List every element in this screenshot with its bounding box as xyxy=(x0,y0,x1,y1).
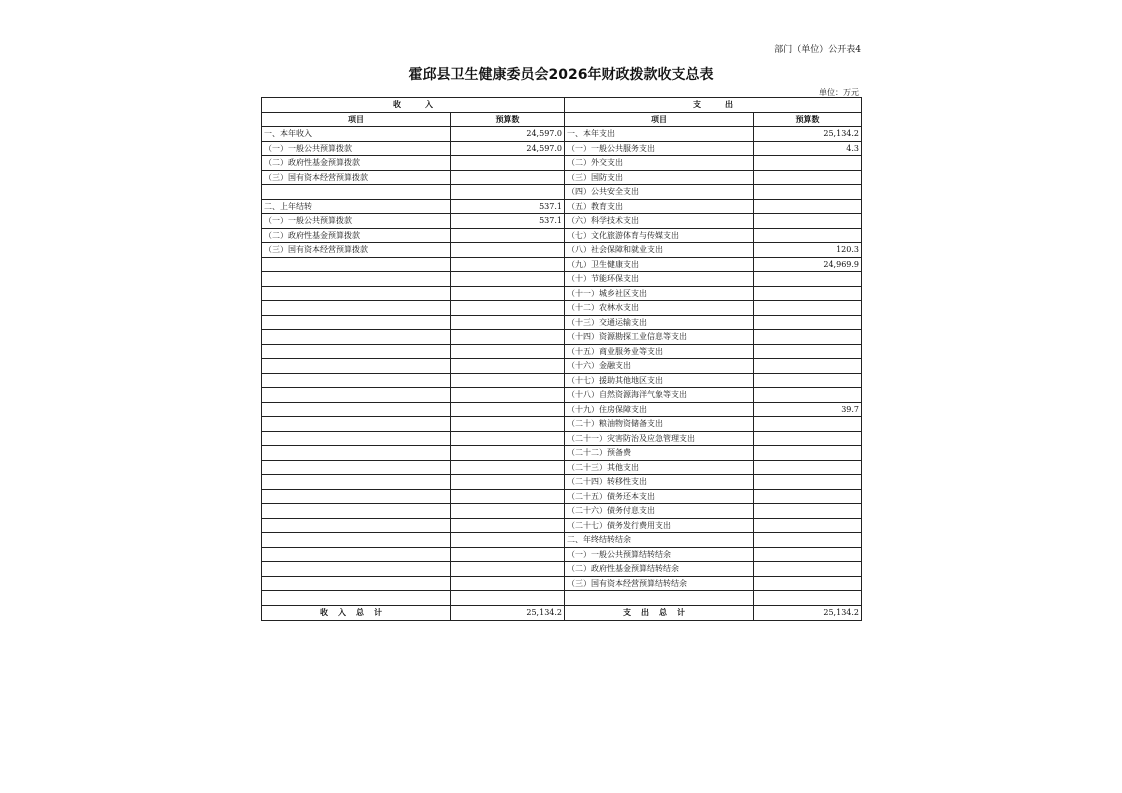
income-value-cell xyxy=(451,330,565,345)
expense-item-cell: （三）国有资本经营预算结转结余 xyxy=(565,576,754,591)
income-item-cell: （一）一般公共预算拨款 xyxy=(262,214,451,229)
table-row xyxy=(262,417,862,432)
income-value-cell: 24,597.0 xyxy=(451,141,565,156)
income-item-cell xyxy=(262,591,451,606)
table-row xyxy=(262,562,862,577)
income-value-cell xyxy=(451,402,565,417)
expense-value-cell: 120.3 xyxy=(754,243,862,258)
income-item-cell xyxy=(262,301,451,316)
table-row xyxy=(262,591,862,606)
expense-value-cell xyxy=(754,431,862,446)
income-item-cell xyxy=(262,373,451,388)
expense-value-cell xyxy=(754,460,862,475)
document-code: 部门（单位）公开表4 xyxy=(774,45,861,55)
expense-value-cell xyxy=(754,547,862,562)
table-row xyxy=(262,286,862,301)
expense-value-cell xyxy=(754,156,862,171)
expense-item-cell: （八）社会保障和就业支出 xyxy=(565,243,754,258)
income-item-cell xyxy=(262,272,451,287)
total-row xyxy=(262,605,862,620)
income-value-cell: 537.1 xyxy=(451,199,565,214)
table-row xyxy=(262,214,862,229)
expense-item-cell: （十六）金融支出 xyxy=(565,359,754,374)
income-budget-header: 预算数 xyxy=(451,112,565,127)
income-item-cell: （二）政府性基金预算拨款 xyxy=(262,156,451,171)
table-row xyxy=(262,330,862,345)
expense-item-cell: （二十七）债务发行费用支出 xyxy=(565,518,754,533)
expense-item-cell: （二十一）灾害防治及应急管理支出 xyxy=(565,431,754,446)
expense-item-cell: （十二）农林水支出 xyxy=(565,301,754,316)
expense-item-cell: （十）节能环保支出 xyxy=(565,272,754,287)
income-value-cell xyxy=(451,301,565,316)
table-row xyxy=(262,141,862,156)
column-header-row xyxy=(262,112,862,127)
income-item-cell: （三）国有资本经营预算拨款 xyxy=(262,243,451,258)
expense-value-cell: 25,134.2 xyxy=(754,127,862,142)
income-value-cell xyxy=(451,475,565,490)
table-row xyxy=(262,185,862,200)
expense-item-cell: （二）外交支出 xyxy=(565,156,754,171)
table-row xyxy=(262,388,862,403)
table-row xyxy=(262,402,862,417)
table-row xyxy=(262,518,862,533)
expense-value-cell xyxy=(754,228,862,243)
income-item-cell xyxy=(262,533,451,548)
income-value-cell xyxy=(451,373,565,388)
expense-item-cell: （二十五）债务还本支出 xyxy=(565,489,754,504)
expense-value-cell xyxy=(754,301,862,316)
income-item-cell xyxy=(262,388,451,403)
table-row xyxy=(262,460,862,475)
expense-item-cell: （六）科学技术支出 xyxy=(565,214,754,229)
page-title: 霍邱县卫生健康委员会2026年财政拨款收支总表 xyxy=(408,67,714,83)
income-value-cell xyxy=(451,547,565,562)
expense-item-cell: （十八）自然资源海洋气象等支出 xyxy=(565,388,754,403)
expense-value-cell xyxy=(754,489,862,504)
expense-value-cell: 39.7 xyxy=(754,402,862,417)
income-item-cell xyxy=(262,417,451,432)
expense-value-cell xyxy=(754,170,862,185)
table-row xyxy=(262,489,862,504)
expense-value-cell xyxy=(754,214,862,229)
expense-value-cell xyxy=(754,475,862,490)
table-row xyxy=(262,315,862,330)
income-item-cell xyxy=(262,286,451,301)
table-row xyxy=(262,373,862,388)
expense-value-cell xyxy=(754,185,862,200)
table-row xyxy=(262,272,862,287)
income-value-cell xyxy=(451,562,565,577)
income-value-cell xyxy=(451,344,565,359)
expense-value-cell xyxy=(754,359,862,374)
expense-item-cell: （九）卫生健康支出 xyxy=(565,257,754,272)
income-item-cell: 一、本年收入 xyxy=(262,127,451,142)
expense-item-cell: （一）一般公共服务支出 xyxy=(565,141,754,156)
income-value-cell: 537.1 xyxy=(451,214,565,229)
income-value-cell xyxy=(451,272,565,287)
income-item-cell xyxy=(262,402,451,417)
income-value-cell xyxy=(451,286,565,301)
income-value-cell xyxy=(451,185,565,200)
expense-item-cell: （二）政府性基金预算结转结余 xyxy=(565,562,754,577)
expense-item-cell: （二十二）预备费 xyxy=(565,446,754,461)
expense-total-value: 25,134.2 xyxy=(754,605,862,620)
table-row xyxy=(262,170,862,185)
expense-item-cell: （十一）城乡社区支出 xyxy=(565,286,754,301)
income-value-cell xyxy=(451,504,565,519)
expense-item-cell: （四）公共安全支出 xyxy=(565,185,754,200)
income-item-cell xyxy=(262,185,451,200)
expense-value-cell xyxy=(754,591,862,606)
expense-value-cell xyxy=(754,373,862,388)
income-value-cell xyxy=(451,156,565,171)
expense-value-cell xyxy=(754,504,862,519)
expense-value-cell xyxy=(754,518,862,533)
income-value-cell xyxy=(451,489,565,504)
expense-value-cell: 24,969.9 xyxy=(754,257,862,272)
income-value-cell xyxy=(451,170,565,185)
income-value-cell xyxy=(451,518,565,533)
income-item-cell xyxy=(262,518,451,533)
table-row xyxy=(262,547,862,562)
income-item-cell xyxy=(262,359,451,374)
expense-value-cell xyxy=(754,286,862,301)
income-value-cell xyxy=(451,243,565,258)
expense-item-cell: 一、本年支出 xyxy=(565,127,754,142)
income-item-cell xyxy=(262,257,451,272)
income-value-cell xyxy=(451,460,565,475)
expense-item-cell: （五）教育支出 xyxy=(565,199,754,214)
income-item-cell xyxy=(262,431,451,446)
expense-item-cell: （二十三）其他支出 xyxy=(565,460,754,475)
income-item-cell xyxy=(262,460,451,475)
expense-value-cell: 4.3 xyxy=(754,141,862,156)
expense-value-cell xyxy=(754,199,862,214)
income-value-cell: 24,597.0 xyxy=(451,127,565,142)
income-value-cell xyxy=(451,257,565,272)
table-row xyxy=(262,431,862,446)
expense-value-cell xyxy=(754,344,862,359)
expense-item-cell: （二十四）转移性支出 xyxy=(565,475,754,490)
expense-value-cell xyxy=(754,576,862,591)
income-value-cell xyxy=(451,388,565,403)
income-value-cell xyxy=(451,446,565,461)
expense-item-cell: 二、年终结转结余 xyxy=(565,533,754,548)
table-row xyxy=(262,359,862,374)
income-item-cell xyxy=(262,504,451,519)
expense-value-cell xyxy=(754,388,862,403)
income-item-cell xyxy=(262,576,451,591)
expense-item-cell: （二十）粮油物资储备支出 xyxy=(565,417,754,432)
income-item-cell xyxy=(262,344,451,359)
table-row xyxy=(262,446,862,461)
income-value-cell xyxy=(451,417,565,432)
expense-item-cell: （三）国防支出 xyxy=(565,170,754,185)
expense-value-cell xyxy=(754,562,862,577)
table-row xyxy=(262,156,862,171)
unit-note: 单位：万元 xyxy=(819,88,859,97)
income-item-header: 项目 xyxy=(262,112,451,127)
income-value-cell xyxy=(451,576,565,591)
expense-item-header: 项目 xyxy=(565,112,754,127)
expense-value-cell xyxy=(754,330,862,345)
table-row xyxy=(262,576,862,591)
expense-value-cell xyxy=(754,533,862,548)
income-item-cell: （三）国有资本经营预算拨款 xyxy=(262,170,451,185)
expense-total-label: 支出总计 xyxy=(565,605,754,620)
income-total-label: 收入总计 xyxy=(262,605,451,620)
expense-value-cell xyxy=(754,446,862,461)
table-row xyxy=(262,344,862,359)
expense-item-cell: （十四）资源勘探工业信息等支出 xyxy=(565,330,754,345)
expense-item-cell: （十三）交通运输支出 xyxy=(565,315,754,330)
expense-item-cell: （十七）援助其他地区支出 xyxy=(565,373,754,388)
income-item-cell xyxy=(262,475,451,490)
table-row xyxy=(262,301,862,316)
expense-value-cell xyxy=(754,417,862,432)
income-header: 收 入 xyxy=(262,98,565,113)
table-row xyxy=(262,243,862,258)
table-row xyxy=(262,199,862,214)
expense-item-cell xyxy=(565,591,754,606)
table-row xyxy=(262,533,862,548)
income-item-cell: （二）政府性基金预算拨款 xyxy=(262,228,451,243)
income-value-cell xyxy=(451,359,565,374)
table-row xyxy=(262,504,862,519)
income-item-cell: 二、上年结转 xyxy=(262,199,451,214)
expense-item-cell: （十九）住房保障支出 xyxy=(565,402,754,417)
income-item-cell xyxy=(262,330,451,345)
expense-item-cell: （一）一般公共预算结转结余 xyxy=(565,547,754,562)
budget-table xyxy=(261,97,862,621)
table-row xyxy=(262,475,862,490)
income-item-cell xyxy=(262,547,451,562)
expense-value-cell xyxy=(754,272,862,287)
income-item-cell xyxy=(262,315,451,330)
income-item-cell xyxy=(262,562,451,577)
income-value-cell xyxy=(451,431,565,446)
income-item-cell xyxy=(262,446,451,461)
income-item-cell: （一）一般公共预算拨款 xyxy=(262,141,451,156)
income-value-cell xyxy=(451,228,565,243)
expense-item-cell: （十五）商业服务业等支出 xyxy=(565,344,754,359)
expense-budget-header: 预算数 xyxy=(754,112,862,127)
table-row xyxy=(262,228,862,243)
expense-value-cell xyxy=(754,315,862,330)
income-total-value: 25,134.2 xyxy=(451,605,565,620)
expense-item-cell: （七）文化旅游体育与传媒支出 xyxy=(565,228,754,243)
income-value-cell xyxy=(451,591,565,606)
table-row xyxy=(262,127,862,142)
income-item-cell xyxy=(262,489,451,504)
expense-header: 支 出 xyxy=(565,98,862,113)
expense-item-cell: （二十六）债务付息支出 xyxy=(565,504,754,519)
income-value-cell xyxy=(451,315,565,330)
section-header-row xyxy=(262,98,862,113)
table-row xyxy=(262,257,862,272)
income-value-cell xyxy=(451,533,565,548)
